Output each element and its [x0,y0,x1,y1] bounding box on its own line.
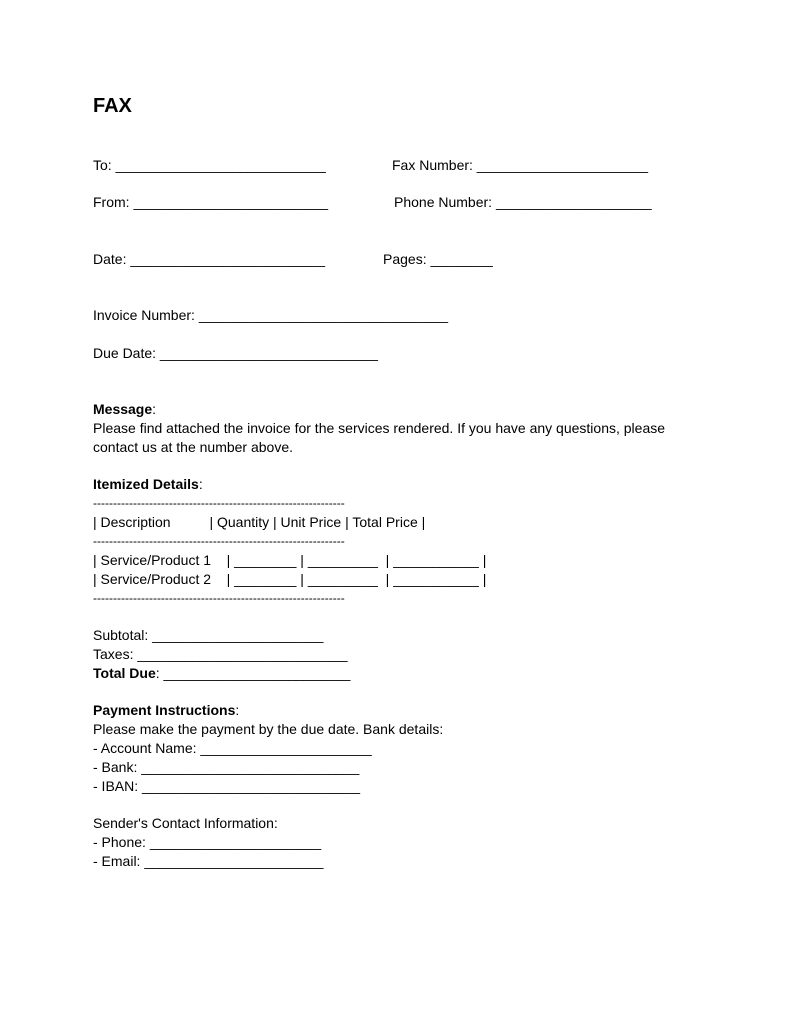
itemized-label: Itemized Details [93,476,199,492]
payment-instruction-line: Please make the payment by the due date. Bank details: [93,721,444,737]
to-field: To: ___________________________ [93,157,326,173]
taxes-field: Taxes: ___________________________ [93,646,348,662]
table-row: | Service/Product 2 | ________ | _________ | ___________ | [93,571,487,587]
pages-field: Pages: ________ [383,251,493,267]
total-due-blank: : ________________________ [155,665,351,681]
table-divider-top: --------------------------------------------------------------- [93,496,345,510]
subtotal-field: Subtotal: ______________________ [93,627,324,643]
table-divider-bottom: --------------------------------------------------------------- [93,591,345,605]
payment-colon: : [235,702,240,718]
message-line-2: contact us at the number above. [93,439,294,455]
payment-label: Payment Instructions [93,702,236,718]
table-row: | Service/Product 1 | ________ | _________ | ___________ | [93,552,487,568]
itemized-heading [93,476,203,492]
contact-email-field: - Email: _______________________ [93,853,324,869]
itemized-colon: : [198,476,203,492]
bank-field: - Bank: ____________________________ [93,759,360,775]
total-due-label: Total Due [93,665,156,681]
message-colon: : [152,401,157,417]
invoice-number-field: Invoice Number: ________________________________ [93,307,448,323]
account-name-field: - Account Name: ______________________ [93,740,372,756]
date-field: Date: _________________________ [93,251,326,267]
contact-heading: Sender's Contact Information: [93,815,278,831]
message-label: Message [93,401,153,417]
due-date-field: Due Date: ____________________________ [93,345,378,361]
table-header-row: | Description | Quantity | Unit Price | Total Price | [93,514,426,530]
message-line-1: Please find attached the invoice for the services rendered. If you have any questions, please [93,420,666,436]
total-due-field [93,665,350,681]
table-divider-middle: --------------------------------------------------------------- [93,534,345,548]
message-heading [93,401,156,417]
from-field: From: _________________________ [93,194,329,210]
iban-field: - IBAN: ____________________________ [93,778,361,794]
phone-number-field: Phone Number: ____________________ [394,194,652,210]
contact-phone-field: - Phone: ______________________ [93,834,322,850]
fax-number-field: Fax Number: ______________________ [392,157,649,173]
payment-heading [93,702,239,718]
document-title: FAX [93,95,132,117]
